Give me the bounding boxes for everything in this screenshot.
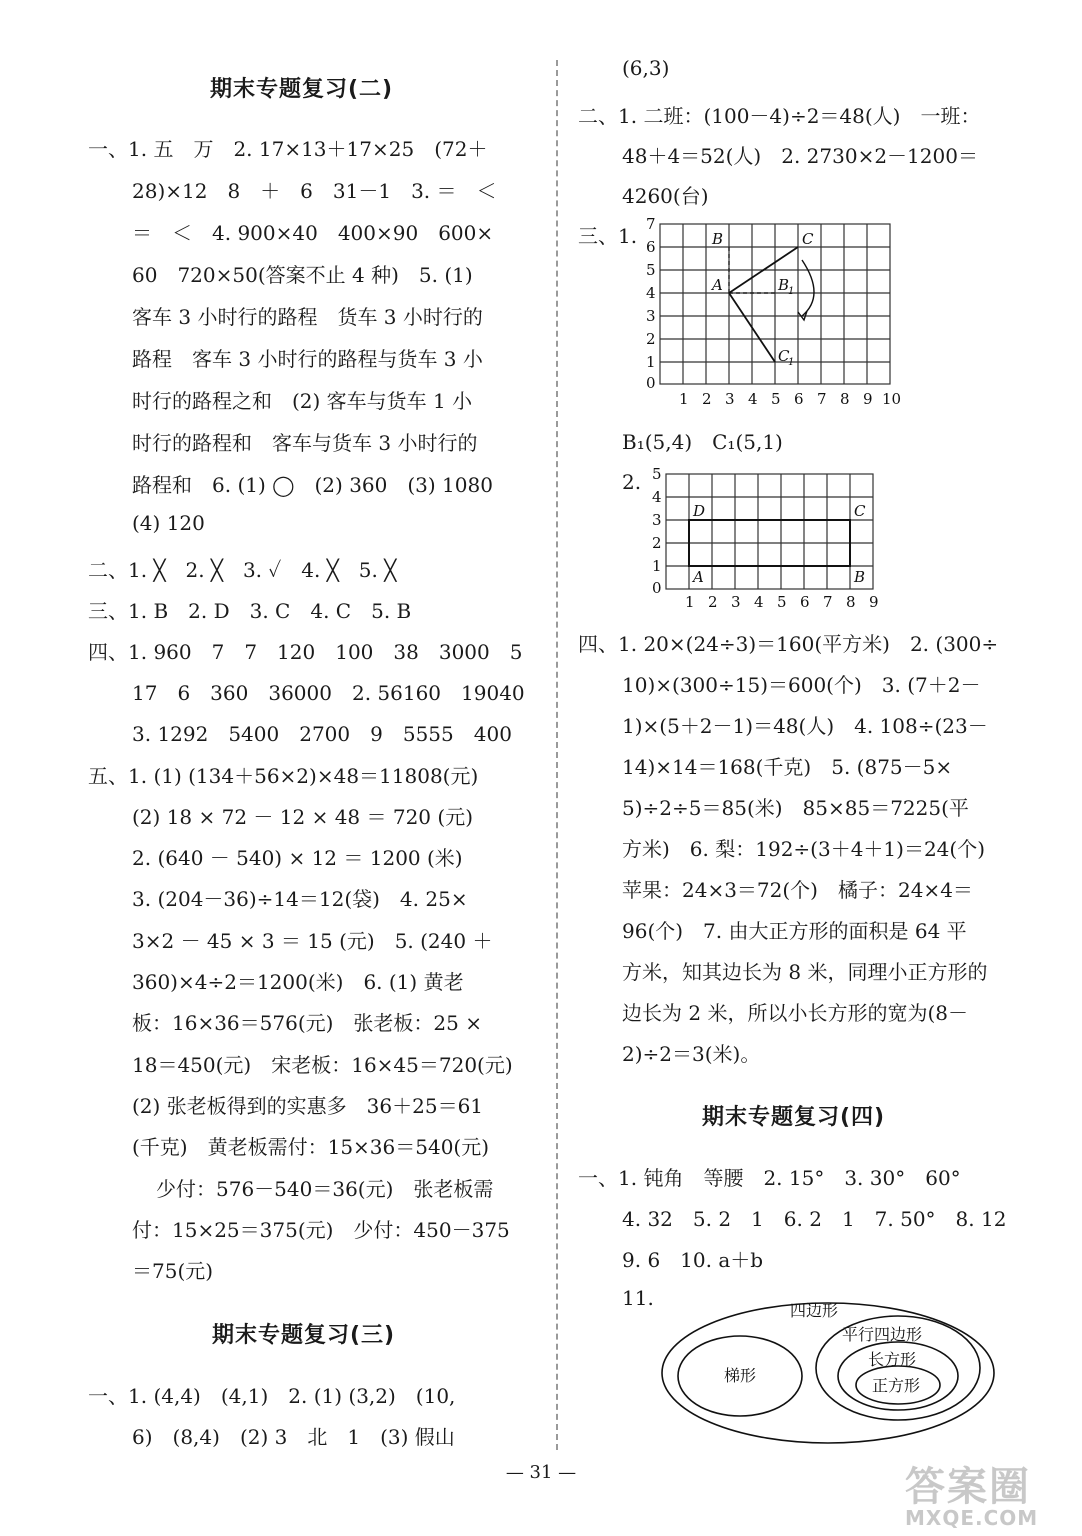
point-label-c1-sub: 1 (788, 357, 795, 368)
quadrilateral-venn-diagram (658, 1288, 998, 1450)
point-label-a: A (712, 276, 723, 294)
answer-line: 路程 客车 3 小时行的路程与货车 3 小 (132, 347, 483, 371)
y-tick: 0 (646, 374, 656, 392)
answer-line: 60 720×50(答案不止 4 种) 5. (1) (132, 263, 473, 287)
x-tick: 7 (817, 390, 827, 408)
watermark-text: 答案圈 (905, 1464, 1031, 1510)
answer-line: (6,3) (622, 56, 670, 80)
answer-line: 18＝450(元) 宋老板：16×45＝720(元) (132, 1053, 513, 1077)
y-tick: 6 (646, 238, 656, 256)
answer-line: 一、1. (4,4) (4,1) 2. (1) (3,2) (10, (88, 1384, 456, 1408)
label-quadrilateral: 四边形 (790, 1301, 839, 1320)
answer-line: (千克) 黄老板需付：15×36＝540(元) (132, 1135, 490, 1159)
y-tick: 5 (646, 261, 656, 279)
x-tick: 4 (754, 593, 764, 611)
y-tick: 4 (646, 284, 656, 302)
x-tick: 6 (794, 390, 804, 408)
answer-line: 时行的路程之和 (2) 客车与货车 1 小 (132, 389, 473, 413)
x-tick: 1 (685, 593, 695, 611)
y-tick: 7 (646, 216, 656, 233)
x-tick: 2 (702, 390, 712, 408)
x-tick: 8 (840, 390, 850, 408)
y-tick: 1 (646, 353, 656, 371)
watermark-logo (905, 1455, 1075, 1530)
x-tick: 5 (777, 593, 787, 611)
answer-line: 二、1. ╳ 2. ╳ 3. ✓ 4. ╳ 5. ╳ (88, 558, 397, 582)
point-label-b: B (712, 230, 724, 248)
answer-line: 板：16×36＝576(元) 张老板：25 × (132, 1011, 482, 1035)
answer-line: 三、1. (578, 224, 638, 248)
x-tick: 9 (869, 593, 879, 611)
answer-line: 6) (8,4) (2) 3 北 1 (3) 假山 (132, 1425, 455, 1449)
answer-line: 客车 3 小时行的路程 货车 3 小时行的 (132, 305, 483, 329)
answer-line: 2)÷2＝3(米)。 (622, 1042, 761, 1066)
ellipse-quadrilateral (662, 1303, 994, 1443)
point-label-d: D (693, 502, 706, 520)
point-label-c: C (854, 502, 866, 520)
answer-line: 10)×(300÷15)＝600(个) 3. (7＋2－ (622, 673, 981, 697)
answer-line: 11. (622, 1286, 654, 1310)
answer-line: 方米，知其边长为 8 米，同理小正方形的 (622, 960, 988, 984)
point-label-c1: C (778, 347, 790, 365)
x-tick: 6 (800, 593, 810, 611)
section-title-review-3: 期末专题复习(三) (212, 1323, 396, 1348)
answer-line: 四、1. 20×(24÷3)＝160(平方米) 2. (300÷ (578, 632, 999, 656)
point-label-a: A (693, 568, 704, 586)
watermark-url: MXQE.COM (905, 1506, 1039, 1530)
column-divider (556, 60, 558, 1450)
page-number: — 31 — (505, 1462, 577, 1483)
answer-line: 3. 1292 5400 2700 9 5555 400 (132, 722, 512, 746)
y-tick: 2 (652, 534, 662, 552)
coordinate-grid-2 (640, 466, 950, 612)
answer-line: (2) 张老板得到的实惠多 36＋25＝61 (132, 1094, 484, 1118)
answer-line: 96(个) 7. 由大正方形的面积是 64 平 (622, 919, 967, 943)
point-label-b1: B (778, 276, 790, 294)
answer-line: 路程和 6. (1) ◯ (2) 360 (3) 1080 (132, 473, 493, 497)
answer-line: 方米) 6. 梨：192÷(3＋4＋1)＝24(个) (622, 837, 986, 861)
section-title-review-2: 期末专题复习(二) (210, 77, 394, 102)
y-tick: 1 (652, 557, 662, 575)
answer-line: ＝ ＜ 4. 900×40 400×90 600× (132, 221, 494, 245)
grid1-lines (660, 224, 890, 384)
answer-line: 3. (204－36)÷14＝12(袋) 4. 25× (132, 887, 468, 911)
answer-line: 时行的路程和 客车与货车 3 小时行的 (132, 431, 478, 455)
answer-line: 2. (640 － 540) × 12 ＝ 1200 (米) (132, 846, 463, 870)
answer-line: 一、1. 钝角 等腰 2. 15° 3. 30° 60° (578, 1166, 961, 1190)
rotation-arc (802, 260, 814, 316)
answer-line: 四、1. 960 7 7 120 100 38 3000 5 (88, 640, 523, 664)
point-label-b: B (854, 568, 866, 586)
answer-line: 1)×(5＋2－1)＝48(人) 4. 108÷(23－ (622, 714, 988, 738)
y-tick: 2 (646, 330, 656, 348)
answer-line: 少付：576－540＝36(元) 张老板需 (156, 1177, 494, 1201)
section-title-review-4: 期末专题复习(四) (702, 1105, 886, 1130)
answer-line: ＝75(元) (132, 1259, 214, 1283)
answer-line: (4) 120 (132, 511, 205, 535)
x-tick: 7 (823, 593, 833, 611)
x-tick: 8 (846, 593, 856, 611)
x-tick: 3 (725, 390, 735, 408)
x-tick: 1 (679, 390, 689, 408)
answer-line: 360)×4÷2＝1200(米) 6. (1) 黄老 (132, 970, 464, 994)
answer-line: 二、1. 二班：(100－4)÷2＝48(人) 一班： (578, 104, 981, 128)
x-tick: 3 (731, 593, 741, 611)
answer-line: 9. 6 10. a＋b (622, 1248, 764, 1272)
answer-line: 付：15×25＝375(元) 少付：450－375 (132, 1218, 510, 1242)
y-tick: 0 (652, 579, 662, 597)
label-parallelogram: 平行四边形 (842, 1325, 923, 1344)
y-tick: 4 (652, 488, 662, 506)
answer-line: 苹果：24×3＝72(个) 橘子：24×4＝ (622, 878, 973, 902)
label-trapezoid: 梯形 (724, 1366, 757, 1385)
y-tick: 3 (646, 307, 656, 325)
answer-line: 五、1. (1) (134＋56×2)×48＝11808(元) (88, 764, 479, 788)
answer-line: 三、1. B 2. D 3. C 4. C 5. B (88, 599, 412, 623)
x-tick: 4 (748, 390, 758, 408)
x-tick: 2 (708, 593, 718, 611)
answer-line: 3×2 － 45 × 3 ＝ 15 (元) 5. (240 ＋ (132, 929, 493, 953)
answer-line: 48＋4＝52(人) 2. 2730×2－1200＝ (622, 144, 978, 168)
answer-line: 4. 32 5. 2 1 6. 2 1 7. 50° 8. 12 (622, 1207, 1007, 1231)
label-square: 正方形 (872, 1376, 921, 1395)
y-tick: 5 (652, 466, 662, 483)
coordinate-grid-1 (626, 216, 966, 412)
answer-line: 边长为 2 米，所以小长方形的宽为(8－ (622, 1001, 968, 1025)
answer-line: B₁(5,4) C₁(5,1) (622, 430, 783, 454)
answer-line: 17 6 360 36000 2. 56160 19040 (132, 681, 525, 705)
answer-line: (2) 18 × 72 － 12 × 48 ＝ 720 (元) (132, 805, 473, 829)
answer-line: 一、1. 五 万 2. 17×13＋17×25 (72＋ (88, 137, 488, 161)
answer-line: 5)÷2÷5＝85(米) 85×85＝7225(平 (622, 796, 969, 820)
y-tick: 3 (652, 511, 662, 529)
point-label-b1-sub: 1 (788, 286, 795, 297)
answer-line: 28)×12 8 ＋ 6 31－1 3. ＝ ＜ (132, 179, 497, 203)
point-label-c: C (802, 230, 814, 248)
x-tick: 9 (863, 390, 873, 408)
x-tick: 5 (771, 390, 781, 408)
answer-line: 4260(台) (622, 184, 709, 208)
x-tick: 10 (882, 390, 902, 408)
answer-line: 2. (622, 470, 642, 494)
label-rectangle: 长方形 (868, 1350, 917, 1369)
answer-line: 14)×14＝168(千克) 5. (875－5× (622, 755, 953, 779)
